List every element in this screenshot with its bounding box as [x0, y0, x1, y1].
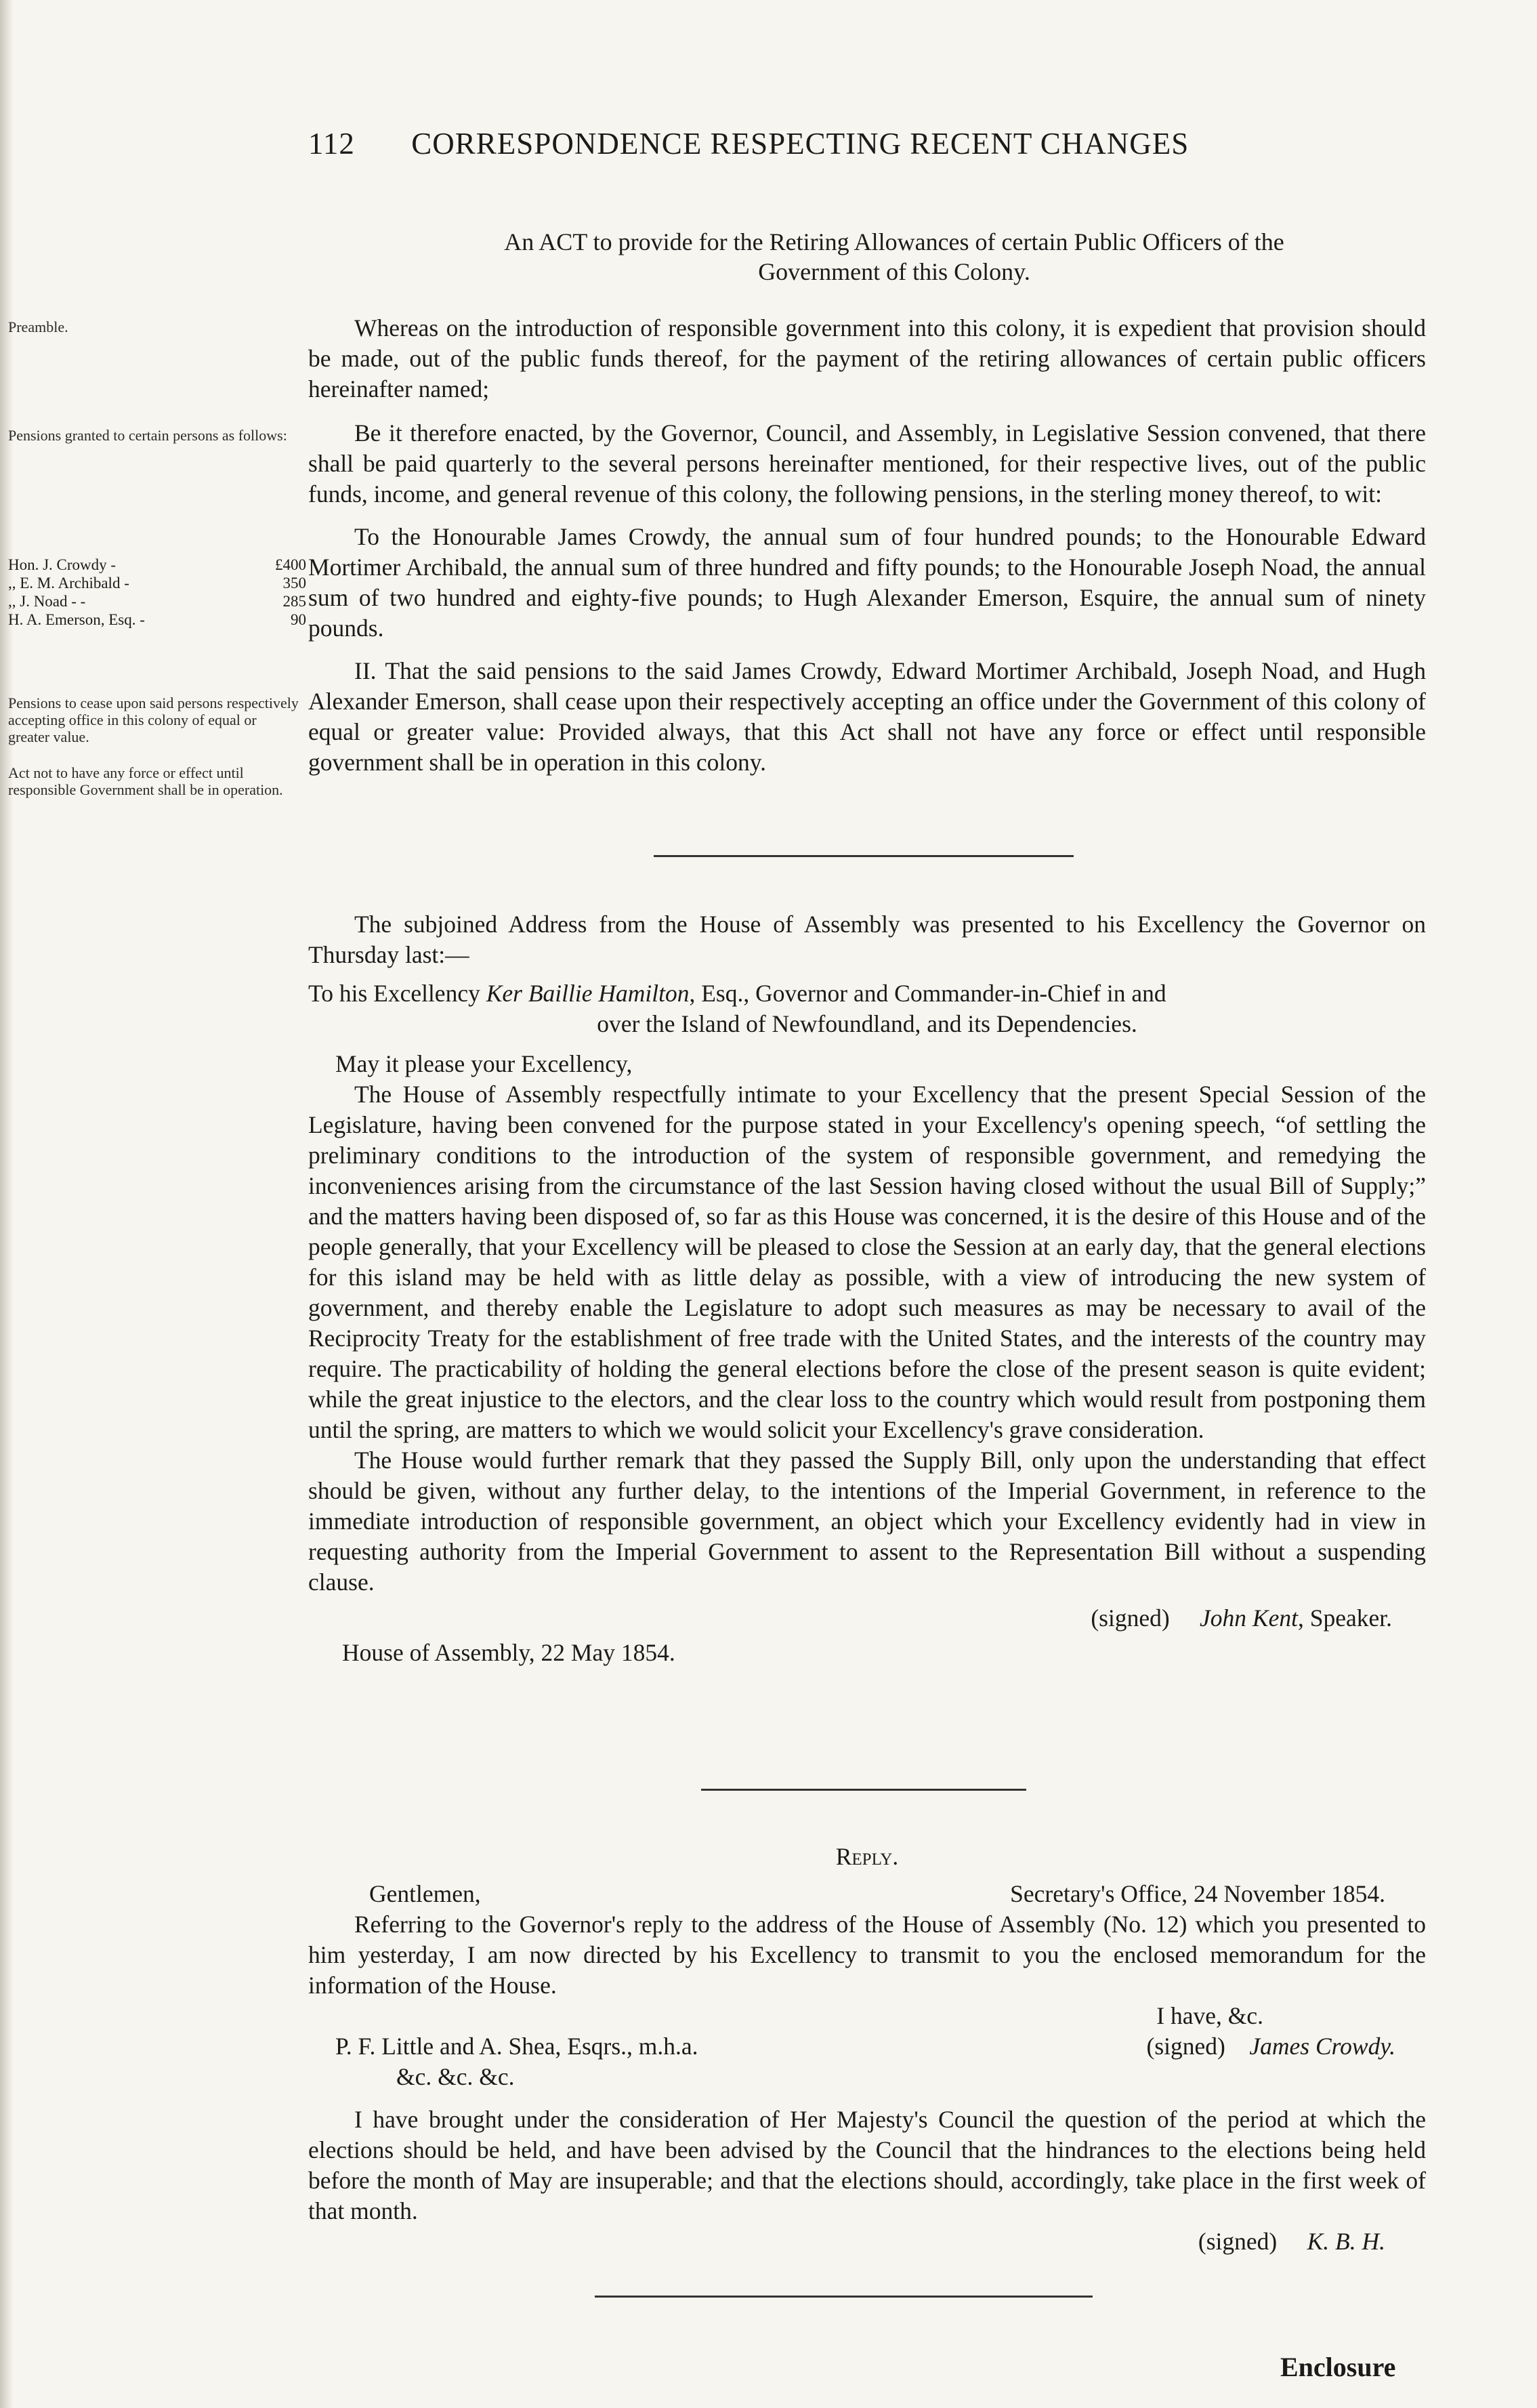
margin-pensions-list: [8, 556, 306, 629]
section-divider: [595, 2296, 1093, 2298]
reply-header-line: [308, 1879, 1426, 1909]
memorandum-signature: (signed) K. B. H.: [1198, 2228, 1385, 2255]
enacting-paragraph: Be it therefore enacted, by the Governor, Council, and Assembly, in Legislative Session convened, that there shall be paid quarterly to the several persons hereinafter mentioned, for their respective lives, out of the public funds, income, and general revenue of this colony, the following pensions, in the sterling money thereof, to wit:: [308, 419, 1426, 507]
pensions-paragraph: To the Honourable James Crowdy, the annual sum of four hundred pounds; to the Honourable Edward Mortimer Archibald, the annual sum of three hundred and fifty pounds; to the Honourable Joseph Noad, the annual sum of two hundred and eighty-five pounds; to Hugh Alexander Emerson, Esquire, the annual sum of ninety pounds.: [308, 523, 1426, 642]
reply-section: [308, 1842, 1426, 2257]
page-number: 112: [308, 127, 355, 161]
reply-salutation: Gentlemen,: [369, 1880, 481, 1907]
act-title-line2: Government of this Colony.: [758, 258, 1030, 285]
margin-note-pensions-granted: Pensions granted to certain persons as follows:: [8, 427, 287, 444]
margin-note-cease: Pensions to cease upon said persons respectively accepting office in this colony of equal or greater value.: [8, 694, 299, 745]
reply-heading: Reply.: [835, 1843, 899, 1870]
section-ii-paragraph: II. That the said pensions to the said James Crowdy, Edward Mortimer Archibald, Joseph Noad, and Hugh Alexander Emerson, shall cease upon their respectively accepting an office under the Government of this colony of equal or greater value: Provided always, that this Act shall not have any force or effect until responsible government shall be in operation in this colony.: [308, 657, 1426, 776]
section-divider: [654, 855, 1074, 857]
address-paragraph-1: The House of Assembly respectfully intimate to your Excellency that the present Special Session of the Legislature, having been convened for the purpose stated in your Excellency's opening speech, “of settling the preliminary conditions to the introduction of the system of responsible government, and remedying the inconveniences arising from the circumstance of the last Session having closed without the usual Bill of Supply;” and the matters having been disposed of, so far as this House was concerned, it is the desire of this House and of the people generally, that your Excellency will be pleased to close the Session at an early day, that the general elections for this island may be held with as little delay as possible, with a view of introducing the new system of government, and thereby enable the Legislature to adopt such measures as may be necessary to avail of the Reciprocity Treaty for the establishment of free trade with the United States, and the interests of the country may require. The practicability of holding the general elections before the close of the present season is quite evident; while the great injustice to the electors, and the clear loss to the country which would result from postponing them until the spring, are matters to which we would solicit your Excellency's grave consideration.: [308, 1081, 1426, 1443]
speaker-name: John Kent: [1200, 1604, 1298, 1632]
act-title-line1: An ACT to provide for the Retiring Allowances of certain Public Officers of the: [504, 228, 1284, 255]
preamble-paragraph: Whereas on the introduction of responsible government into this colony, it is expedient that provision should be made, out of the public funds thereof, for the payment of the retiring allowances of certain public officers hereinafter named;: [308, 314, 1426, 402]
address-intro: The subjoined Address from the House of Assembly was presented to his Excellency the Governor on Thursday last:—: [308, 911, 1426, 968]
running-head-title: CORRESPONDENCE RESPECTING RECENT CHANGES: [411, 127, 1189, 161]
catchword: Enclosure: [1280, 2352, 1396, 2382]
reply-closing: I have, &c.: [1156, 2002, 1263, 2029]
reply-body: Referring to the Governor's reply to the address of the House of Assembly (No. 12) which you presented to him yesterday, I am now directed by his Excellency to transmit to you the enclosed memorandum for the information of the House.: [308, 1911, 1426, 1999]
address-place-date: House of Assembly, 22 May 1854.: [342, 1639, 675, 1666]
section-divider: [701, 1789, 1026, 1791]
reply-addressees: P. F. Little and A. Shea, Esqrs., m.h.a.: [335, 2033, 698, 2060]
act-title: [366, 227, 1423, 287]
reply-signature: (signed) James Crowdy.: [1146, 2033, 1395, 2060]
reply-etc: &c. &c. &c.: [396, 2063, 515, 2090]
margin-note-preamble: Preamble.: [8, 318, 68, 335]
page-edge: [0, 0, 14, 2408]
address-signature: (signed) John Kent, Speaker.: [1091, 1604, 1392, 1632]
address-recipient: To his Excellency Ker Baillie Hamilton, Esq., Governor and Commander-in-Chief in and: [308, 980, 1166, 1007]
address-paragraph-2: The House would further remark that they passed the Supply Bill, only upon the understanding that effect should be given, without any further delay, to the intentions of the Imperial Government, in reference to the immediate introduction of responsible government, an object which your Excellency evidently had in view in requesting authority from the Imperial Government to assent to the Representation Bill without a suspending clause.: [308, 1447, 1426, 1596]
secretary-name: James Crowdy.: [1249, 2033, 1395, 2060]
act-body: [308, 313, 1426, 778]
memorandum-initials: K. B. H.: [1307, 2228, 1385, 2255]
pension-row: H. A. Emerson, Esq. - 90: [8, 611, 306, 628]
pension-row: ,, J. Noad - - 285: [8, 593, 306, 610]
memorandum-body: I have brought under the consideration of Her Majesty's Council the question of the period at which the elections should be held, and have been advised by the Council that the hindrances to the elections being held before the month of May are insuperable; and that the elections should, accordingly, take place in the first week of that month.: [308, 2106, 1426, 2224]
margin-note-not-in-force: Act not to have any force or effect until responsible Government shall be in operation.: [8, 764, 283, 798]
address-salutation: May it please your Excellency,: [335, 1050, 633, 1077]
governor-name: Ker Baillie Hamilton: [486, 980, 690, 1007]
pension-row: ,, E. M. Archibald - 350: [8, 575, 306, 591]
reply-office-date: Secretary's Office, 24 November 1854.: [1010, 1880, 1385, 1907]
address-section: [308, 909, 1426, 1668]
pension-row: Hon. J. Crowdy - £400: [8, 556, 306, 573]
address-recipient-line2: over the Island of Newfoundland, and its Dependencies.: [597, 1010, 1137, 1037]
running-header: [308, 126, 1419, 161]
reply-signature-line: [308, 2031, 1426, 2062]
